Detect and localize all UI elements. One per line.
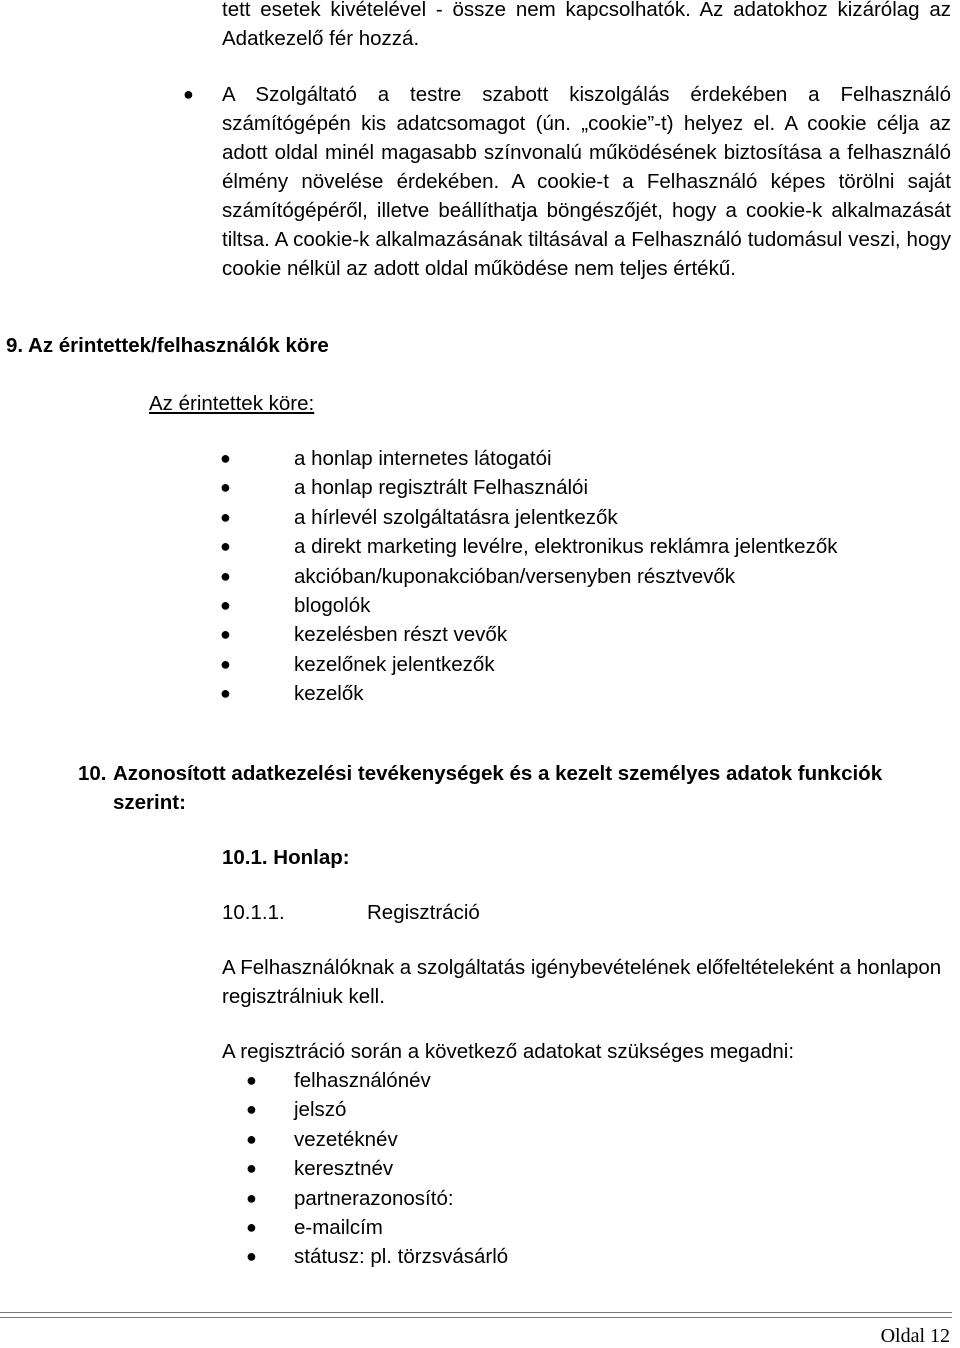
footer-divider xyxy=(0,1312,952,1313)
list-item: ● kezelők xyxy=(220,679,940,708)
list-item: ● felhasználónév xyxy=(246,1066,936,1095)
bullet-icon: ● xyxy=(246,1128,257,1149)
bullet-icon: ● xyxy=(220,477,231,498)
list-item: ● blogolók xyxy=(220,591,940,620)
section-10-1-heading: 10.1. Honlap: xyxy=(222,846,350,869)
list-item: ● a direkt marketing levélre, elektronikus reklámra jelentkezők xyxy=(220,532,940,561)
registration-paragraph: A Felhasználóknak a szolgáltatás igénybevételének előfeltételeként a honlapon regisztrálniuk kell. xyxy=(222,956,942,1008)
bullet-icon: ● xyxy=(220,565,231,586)
intro-continuation: tett esetek kivételével - össze nem kapcsolhatók. Az adatokhoz kizárólag az Adatkezelő fér hozzá. xyxy=(222,0,951,50)
section-9-subheading: Az érintettek köre: xyxy=(149,392,315,415)
list-item: ● e-mailcím xyxy=(246,1213,936,1242)
list-item: ● a honlap regisztrált Felhasználói xyxy=(220,473,940,502)
section-10-1-1-title: Regisztráció xyxy=(367,901,480,924)
list-item: ● a honlap internetes látogatói xyxy=(220,444,940,473)
list-item: ● státusz: pl. törzsvásárló xyxy=(246,1242,936,1271)
bullet-icon: ● xyxy=(246,1187,257,1208)
section-10-heading: Azonosított adatkezelési tevékenységek és a kezelt személyes adatok funkciók szerint: xyxy=(113,762,883,814)
bullet-icon: ● xyxy=(246,1070,257,1090)
bullet-icon: ● xyxy=(246,1099,257,1120)
section-10-1-1-number: 10.1.1. xyxy=(222,901,285,924)
section-9-list xyxy=(220,444,940,709)
list-item: ● jelszó xyxy=(246,1095,936,1124)
list-item: ● akcióban/kuponakcióban/versenyben résztvevők xyxy=(220,562,940,591)
bullet-icon: ● xyxy=(183,84,194,104)
footer-divider xyxy=(0,1317,952,1318)
bullet-icon: ● xyxy=(246,1246,257,1267)
list-item: ● vezetéknév xyxy=(246,1125,936,1154)
page-number: Oldal 12 xyxy=(880,1325,950,1347)
bullet-icon: ● xyxy=(246,1158,257,1179)
bullet-icon: ● xyxy=(220,536,231,557)
section-10-number: 10. xyxy=(78,762,107,785)
list-item: ● keresztnév xyxy=(246,1154,936,1183)
registration-fields-intro: A regisztráció során a következő adatokat szükséges megadni: xyxy=(222,1040,795,1063)
bullet-icon: ● xyxy=(220,653,231,674)
list-item: ● kezelőnek jelentkezők xyxy=(220,650,940,679)
bullet-icon: ● xyxy=(220,683,231,704)
section-9-heading: 9. Az érintettek/felhasználók köre xyxy=(6,334,329,357)
list-item: ● kezelésben részt vevők xyxy=(220,620,940,649)
cookie-paragraph: A Szolgáltató a testre szabott kiszolgálás érdekében a Felhasználó számítógépén kis adatcsomagot (ún. „cookie”-t) helyez el. A cookie célja az adott oldal minél magasabb színvonalú működésének biztosítása a felhasználó élmény növelése érdekében. A cookie-t a Felhasználó képes törölni saját számítógépéről, illetve beállíthatja böngészőjét, hogy a cookie-k alkalmazását tiltsa. A cookie-k alkalmazásának tiltásával a Felhasználó tudomásul veszi, hogy cookie nélkül az adott oldal működése nem teljes értékű. xyxy=(222,83,951,280)
list-item: ● a hírlevél szolgáltatásra jelentkezők xyxy=(220,503,940,532)
bullet-icon: ● xyxy=(220,624,231,645)
bullet-icon: ● xyxy=(220,594,231,615)
bullet-icon: ● xyxy=(246,1216,257,1237)
list-item: ● partnerazonosító: xyxy=(246,1184,936,1213)
registration-fields-list xyxy=(246,1066,936,1272)
bullet-icon: ● xyxy=(220,448,231,468)
bullet-icon: ● xyxy=(220,506,231,527)
